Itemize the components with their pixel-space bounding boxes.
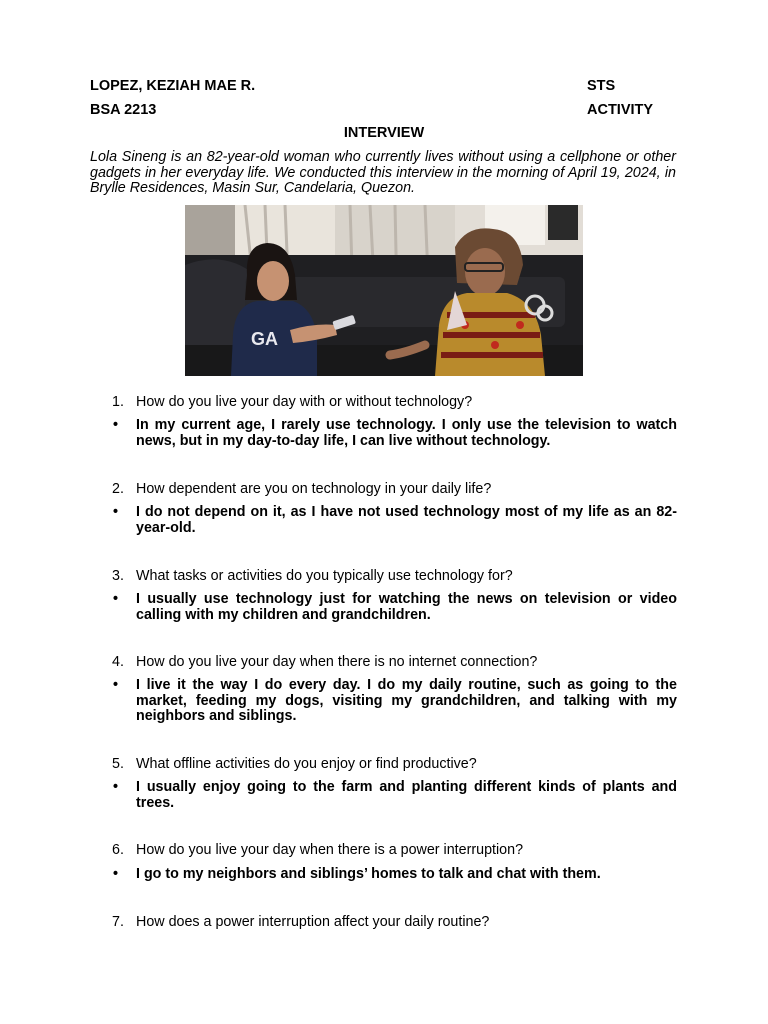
- subject-label: STS: [587, 78, 616, 94]
- bullet-icon: •: [113, 417, 119, 433]
- intro-paragraph: Lola Sineng is an 82-year-old woman who currently lives without using a cellphone or other gadgets in her everyday life. We conducted this interview in the morning of April 19, 2024, in Brylle Residences, Masin Sur, Candelaria, Quezon.: [90, 149, 676, 196]
- bullet-icon: •: [113, 677, 119, 693]
- question-3: 3. What tasks or activities do you typically use technology for?: [112, 568, 513, 584]
- student-section: BSA 2213: [90, 102, 157, 118]
- question-7: 7. How does a power interruption affect your daily routine?: [112, 914, 490, 930]
- svg-text:GA: GA: [251, 329, 278, 349]
- page-title: INTERVIEW: [343, 125, 425, 141]
- activity-label: ACTIVITY: [587, 102, 654, 118]
- student-name: LOPEZ, KEZIAH MAE R.: [90, 78, 256, 94]
- answer-3: • I usually use technology just for watching the news on television or video calling with my children and grandchildren.: [113, 591, 677, 623]
- question-5: 5. What offline activities do you enjoy or find productive?: [112, 756, 477, 772]
- question-6: 6. How do you live your day when there is a power interruption?: [112, 842, 524, 858]
- bullet-icon: •: [113, 504, 119, 520]
- answer-4: • I live it the way I do every day. I do my daily routine, such as going to the market, feeding my dogs, visiting my grandchildren, and talking with my neighbors and siblings.: [113, 677, 677, 724]
- question-2: 2. How dependent are you on technology in your daily life?: [112, 481, 492, 497]
- answer-5: • I usually enjoy going to the farm and planting different kinds of plants and trees.: [113, 779, 677, 811]
- bullet-icon: •: [113, 779, 119, 795]
- answer-2: • I do not depend on it, as I have not used technology most of my life as an 82-year-old.: [113, 504, 677, 536]
- bullet-icon: •: [113, 866, 119, 882]
- answer-1: • In my current age, I rarely use technology. I only use the television to watch news, but in my day-to-day life, I can live without technology.: [113, 417, 677, 449]
- question-1: 1. How do you live your day with or without technology?: [112, 394, 473, 410]
- bullet-icon: •: [113, 591, 119, 607]
- question-4: 4. How do you live your day when there is no internet connection?: [112, 654, 538, 670]
- interview-photo: [185, 205, 583, 376]
- answer-6: • I go to my neighbors and siblings’ homes to talk and chat with them.: [113, 866, 601, 882]
